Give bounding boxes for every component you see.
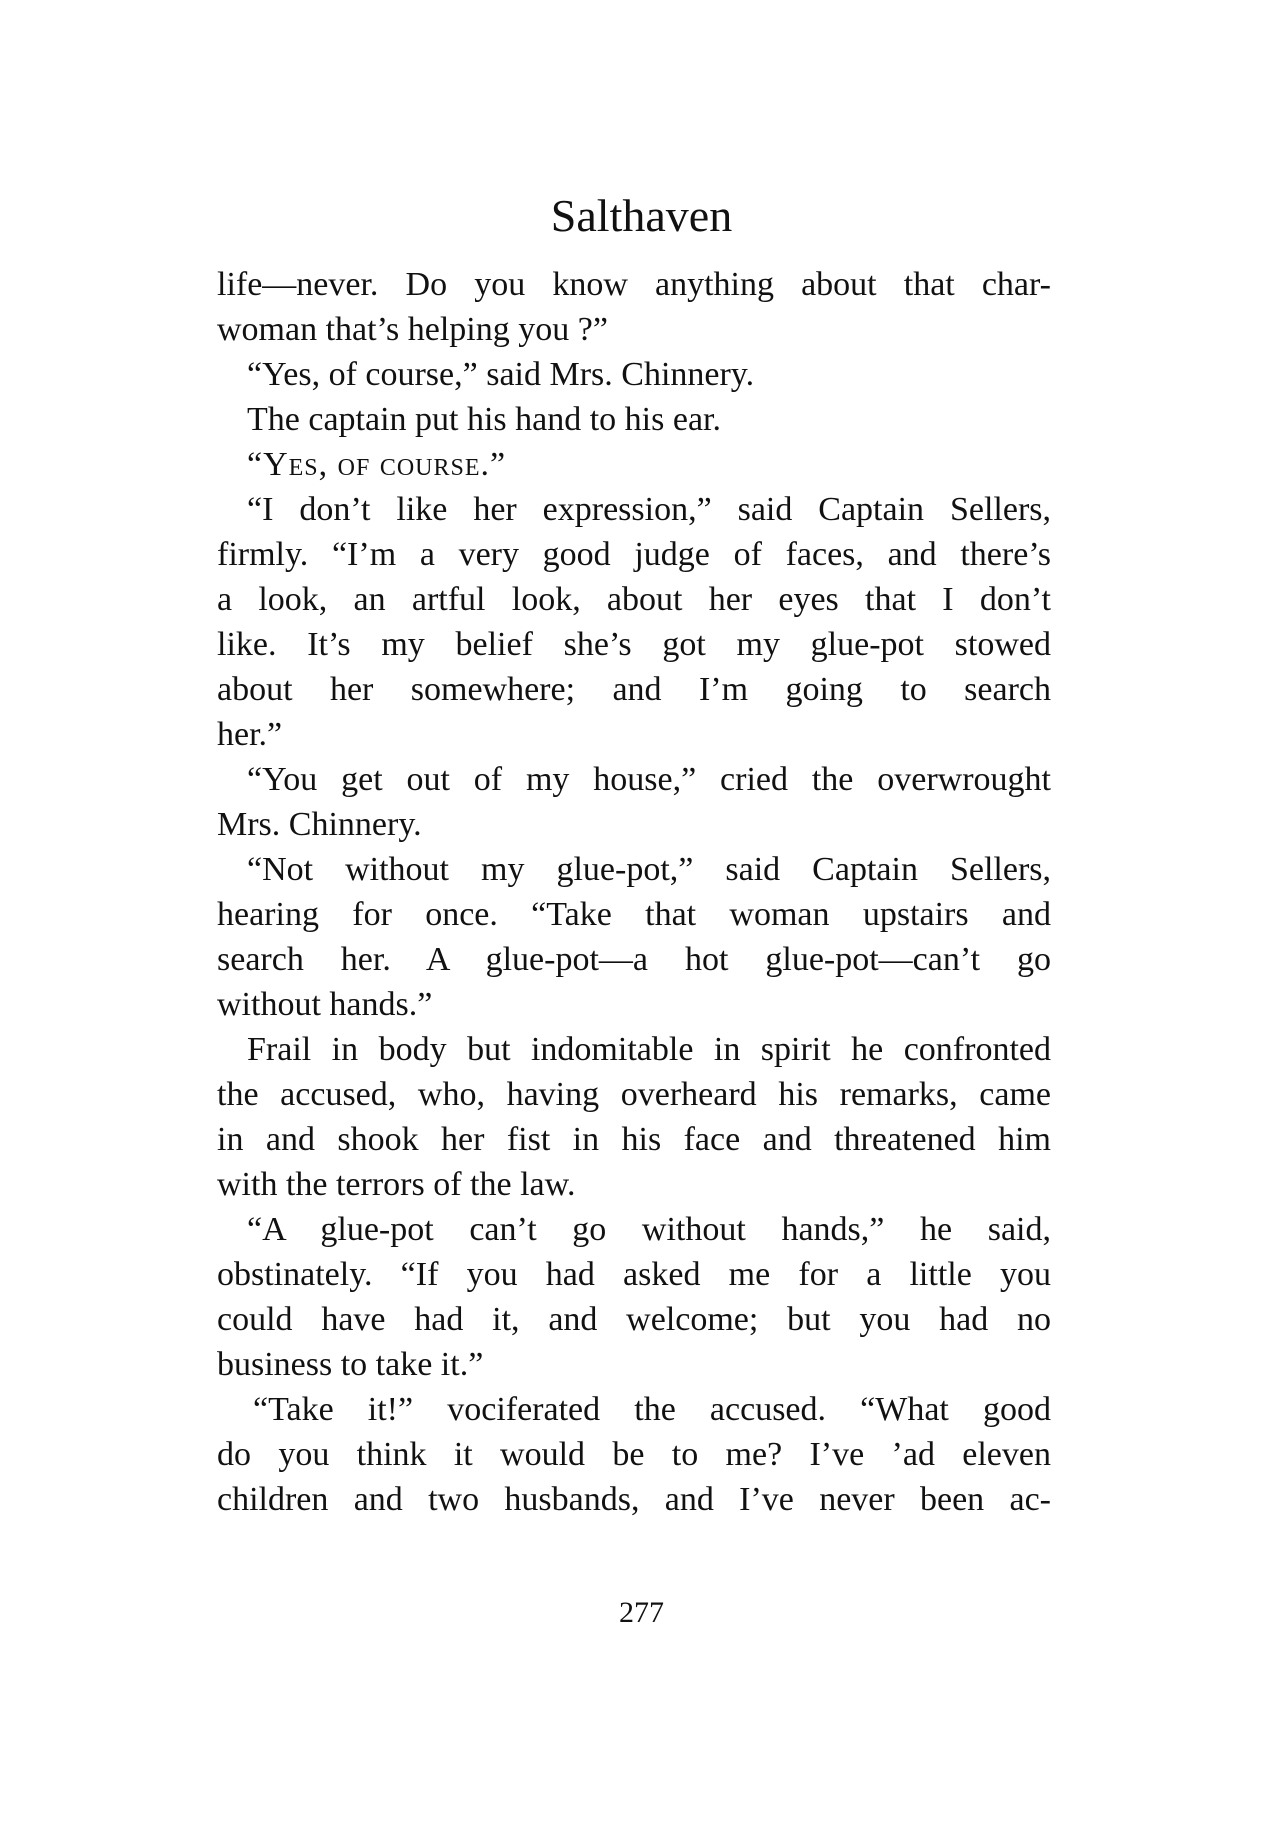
text-line: “You get out of my house,” cried the overwrought	[247, 761, 1051, 798]
text-line: with the terrors of the law.	[217, 1166, 576, 1203]
text-line: “Yes, of course.”	[247, 446, 507, 483]
text-line: business to take it.”	[217, 1346, 484, 1383]
body-text	[217, 262, 1051, 1522]
text-line: woman that’s helping you ?”	[217, 311, 608, 348]
text-line: firmly. “I’m a very good judge of faces, and there’s	[217, 536, 1051, 573]
text-line: her.”	[217, 716, 283, 753]
text-line: “Take it!” vociferated the accused. “What good	[253, 1391, 1051, 1428]
text-line: obstinately. “If you had asked me for a little you	[217, 1256, 1051, 1293]
text-line: about her somewhere; and I’m going to search	[217, 671, 1051, 708]
text-line: children and two husbands, and I’ve never been ac-	[217, 1481, 1051, 1518]
text-line: search her. A glue-pot—a hot glue-pot—can’t go	[217, 941, 1051, 978]
page-title: Salthaven	[550, 190, 733, 241]
text-line: a look, an artful look, about her eyes that I don’t	[217, 581, 1051, 618]
text-line: “I don’t like her expression,” said Captain Sellers,	[247, 491, 1051, 528]
text-line: could have had it, and welcome; but you had no	[217, 1301, 1051, 1338]
text-line: “Not without my glue-pot,” said Captain Sellers,	[247, 851, 1051, 888]
text-line: “A glue-pot can’t go without hands,” he said,	[247, 1211, 1051, 1248]
text-line: in and shook her fist in his face and threatened him	[217, 1121, 1051, 1158]
text-line: The captain put his hand to his ear.	[247, 401, 721, 438]
page-number: 277	[619, 1596, 664, 1629]
text-line: without hands.”	[217, 986, 433, 1023]
text-line: hearing for once. “Take that woman upstairs and	[217, 896, 1051, 933]
text-line: life—never. Do you know anything about that char-	[217, 266, 1051, 303]
text-line: like. It’s my belief she’s got my glue-pot stowed	[217, 626, 1051, 663]
text-line: Mrs. Chinnery.	[217, 806, 422, 843]
text-line: the accused, who, having overheard his remarks, came	[217, 1076, 1051, 1113]
text-line: “Yes, of course,” said Mrs. Chinnery.	[247, 356, 755, 393]
text-line: Frail in body but indomitable in spirit he confronted	[247, 1031, 1051, 1068]
text-line: do you think it would be to me? I’ve ’ad eleven	[217, 1436, 1051, 1473]
